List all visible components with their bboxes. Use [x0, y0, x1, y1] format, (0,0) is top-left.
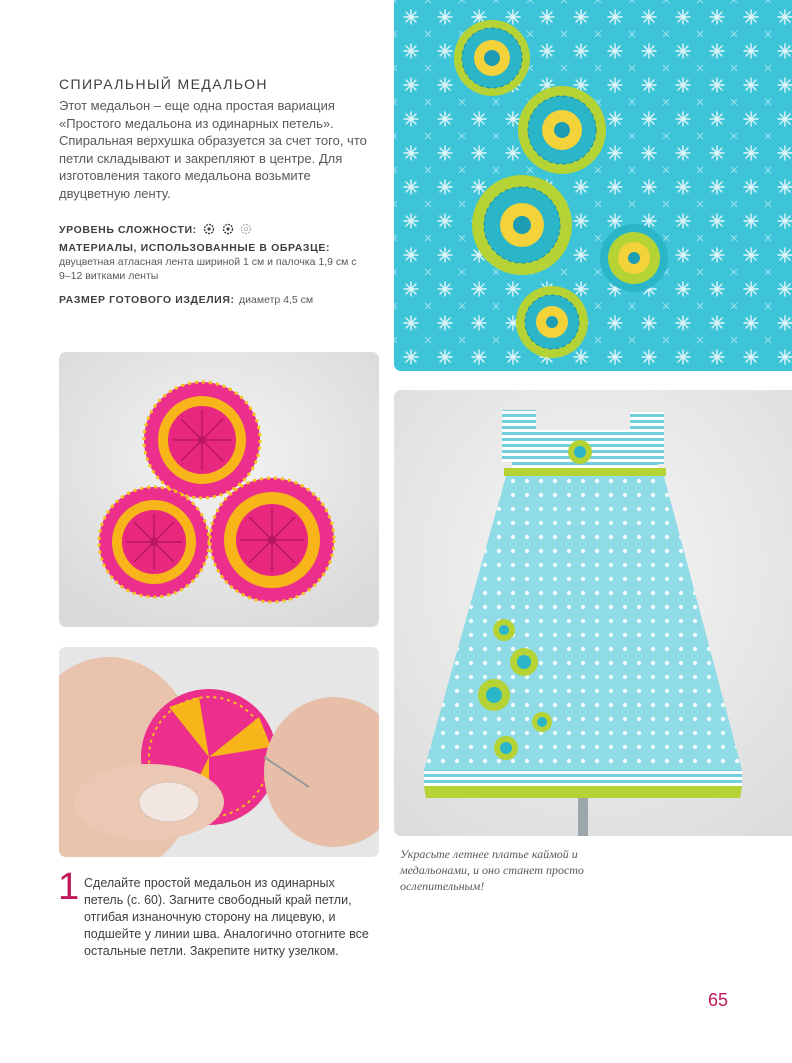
intro-paragraph: Этот медальон – еще одна простая вариация «Простого медальона из одинарных петель». Спиральная верхушка образуется за счет того, что петли складывают и закрепляют в центре. Для изготовления такого медальона возьмите двуцветную ленту.: [59, 98, 367, 201]
page-number: 65: [707, 990, 728, 1010]
difficulty-filled-icon: [203, 223, 215, 235]
medallion: [144, 382, 260, 498]
materials-row: [59, 241, 369, 283]
photo-medallions-on-fabric: [394, 0, 792, 371]
medallion: [600, 224, 668, 292]
section-title: СПИРАЛЬНЫЙ МЕДАЛЬОН: [59, 76, 268, 92]
photo-caption: Украсьте летнее платье каймой и медальонами, и оно станет просто ослепительным!: [400, 847, 584, 893]
size-value: диаметр 4,5 см: [239, 294, 314, 306]
materials-value: двуцветная атласная лента шириной 1 см и палочка 1,9 см с 9–12 витками ленты: [59, 256, 357, 282]
step-text: Сделайте простой медальон из одинарных петель (с. 60). Загните свободный край петли, отгибая изнаночную сторону на лицевую, и подшейте у линии шва. Аналогично отогните все остальные петли. Закрепите нитку узелком.: [84, 876, 369, 958]
photo-hands-sewing: [59, 647, 379, 857]
photo-pink-medallions: [59, 352, 379, 627]
materials-label: МАТЕРИАЛЫ, ИСПОЛЬЗОВАННЫЕ В ОБРАЗЦЕ:: [59, 242, 331, 254]
medallion: [210, 478, 334, 602]
step-number: 1: [58, 866, 80, 908]
difficulty-filled-icon: [222, 223, 234, 235]
medallion: [516, 286, 588, 358]
size-label: РАЗМЕР ГОТОВОГО ИЗДЕЛИЯ:: [59, 294, 235, 306]
medallion: [454, 20, 530, 96]
difficulty-row: [59, 222, 379, 237]
medallion: [99, 487, 209, 597]
medallion: [472, 175, 572, 275]
photo-dress: [394, 390, 792, 836]
size-row: [59, 292, 379, 307]
difficulty-label: УРОВЕНЬ СЛОЖНОСТИ:: [59, 224, 197, 236]
medallion: [518, 86, 606, 174]
difficulty-empty-icon: [240, 223, 252, 235]
